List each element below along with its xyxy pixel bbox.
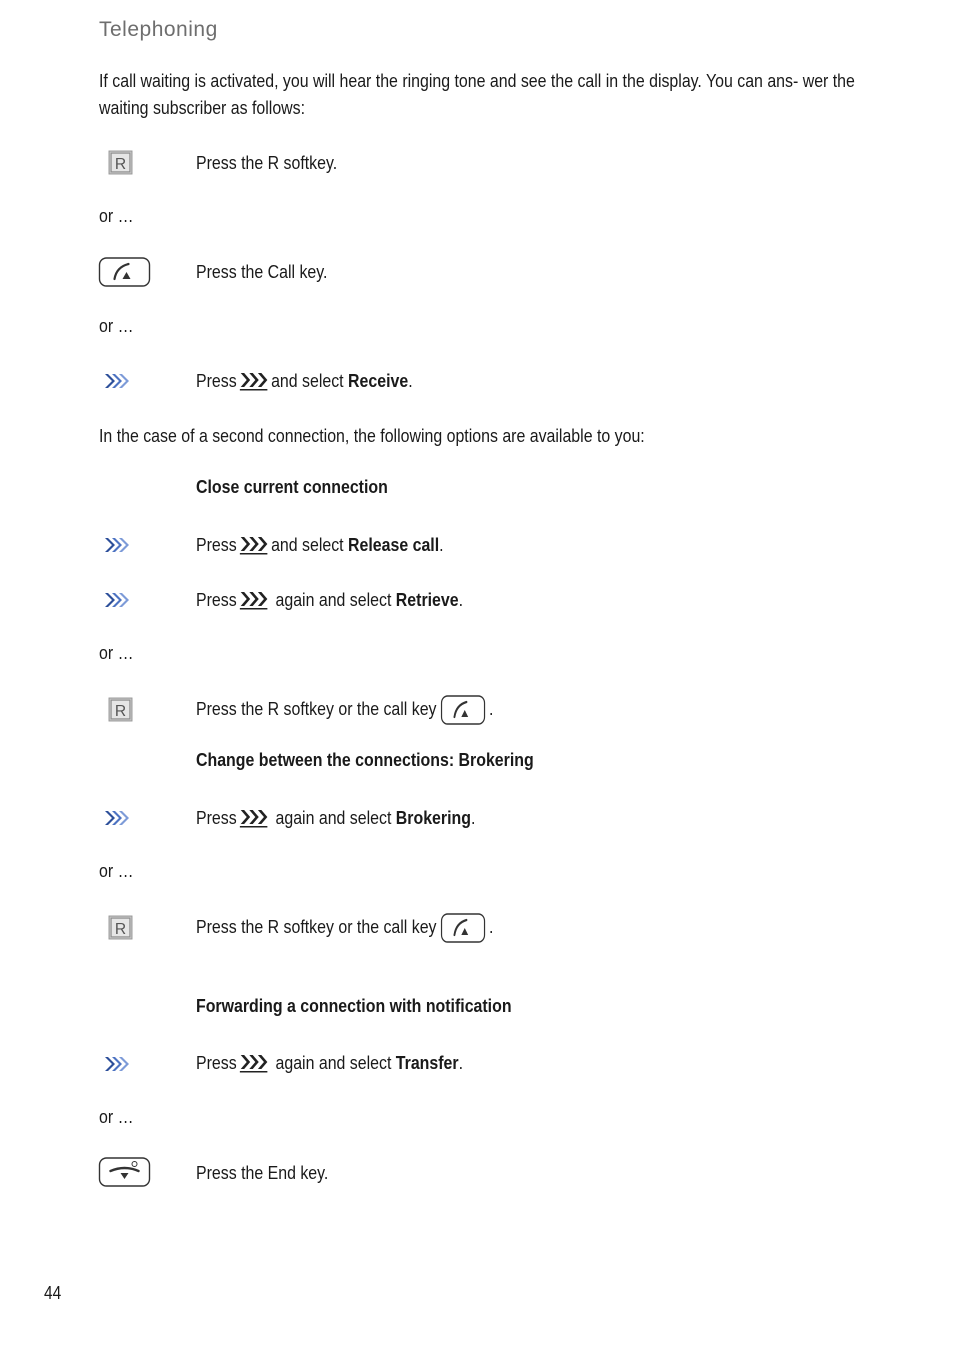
brokering-heading: Change between the connections: Brokering xyxy=(196,749,534,770)
menu-chevron-icon xyxy=(239,371,268,391)
step-r-or-call-2 xyxy=(196,913,493,943)
step-receive xyxy=(196,367,413,394)
option-receive: Receive xyxy=(348,370,409,391)
step-text: Press the R softkey or the call key xyxy=(196,916,437,937)
triple-chevron-icon xyxy=(104,371,130,391)
triple-chevron-icon xyxy=(104,590,130,610)
step-mid: again and select xyxy=(275,807,392,828)
or-label: or … xyxy=(99,315,134,336)
period: . xyxy=(408,370,413,391)
period: . xyxy=(439,534,444,555)
page-number: 44 xyxy=(44,1283,62,1303)
step-brokering xyxy=(196,804,475,831)
triple-chevron-icon xyxy=(104,808,130,828)
period: . xyxy=(470,807,476,828)
or-label: or … xyxy=(99,1106,134,1127)
call-key-icon xyxy=(98,257,151,287)
menu-chevron-icon xyxy=(239,808,268,828)
period: . xyxy=(458,1052,464,1073)
option-release-call: Release call xyxy=(348,534,440,555)
step-retrieve xyxy=(196,586,463,613)
step-r-softkey: Press the R softkey. xyxy=(196,152,338,173)
menu-chevron-icon xyxy=(239,1053,268,1073)
step-mid: again and select xyxy=(275,1052,392,1073)
page-header: Telephoning xyxy=(99,18,218,41)
triple-chevron-icon xyxy=(104,1054,130,1074)
period: . xyxy=(488,916,494,937)
or-label: or … xyxy=(99,860,134,881)
or-label: or … xyxy=(99,205,134,226)
close-connection-heading: Close current connection xyxy=(196,476,388,497)
second-connection-text: In the case of a second connection, the following options are available to you: xyxy=(99,425,645,446)
step-mid: and select xyxy=(271,534,344,555)
step-transfer xyxy=(196,1049,463,1076)
triple-chevron-icon xyxy=(104,535,130,555)
period: . xyxy=(458,589,464,610)
forwarding-heading: Forwarding a connection with notification xyxy=(196,995,512,1016)
step-prefix: Press xyxy=(196,370,237,391)
step-release-call xyxy=(196,531,444,558)
or-label: or … xyxy=(99,642,134,663)
option-transfer: Transfer xyxy=(395,1052,459,1073)
end-key-icon xyxy=(98,1157,151,1187)
step-prefix: Press xyxy=(196,534,237,555)
step-mid: and select xyxy=(271,370,344,391)
option-retrieve: Retrieve xyxy=(395,589,459,610)
step-text: Press the R softkey or the call key xyxy=(196,698,437,719)
period: . xyxy=(488,698,494,719)
intro-paragraph: If call waiting is activated, you will hear the ringing tone and see the call in the display. You can ans- wer the waiting subscriber as follows: xyxy=(99,70,855,118)
step-prefix: Press xyxy=(196,807,237,828)
r-softkey-icon xyxy=(108,150,133,175)
step-prefix: Press xyxy=(196,589,237,610)
r-softkey-icon xyxy=(108,915,133,940)
step-end-key: Press the End key. xyxy=(196,1162,329,1183)
step-call-key: Press the Call key. xyxy=(196,261,328,282)
menu-chevron-icon xyxy=(239,590,268,610)
call-key-icon xyxy=(440,913,486,943)
step-mid: again and select xyxy=(275,589,392,610)
menu-chevron-icon xyxy=(239,535,268,555)
step-prefix: Press xyxy=(196,1052,237,1073)
step-r-or-call-1 xyxy=(196,695,493,725)
option-brokering: Brokering xyxy=(395,807,471,828)
call-key-icon xyxy=(440,695,486,725)
r-softkey-icon xyxy=(108,697,133,722)
